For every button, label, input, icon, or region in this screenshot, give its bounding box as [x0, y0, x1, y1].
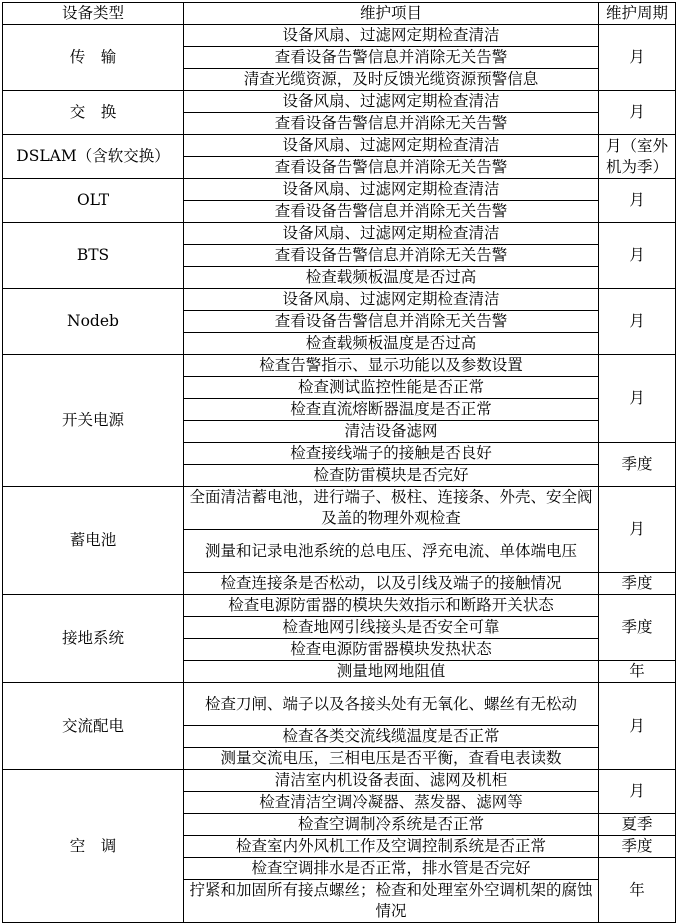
device-type-cell: 空 调 [3, 770, 184, 923]
period-cell: 月 [599, 683, 676, 770]
item-cell: 清洁设备滤网 [184, 421, 599, 443]
item-cell: 清洁室内机设备表面、滤网及机柜 [184, 770, 599, 792]
period-cell: 月 [599, 25, 676, 91]
table-row [3, 770, 676, 792]
item-cell: 全面清洁蓄电池，进行端子、极柱、连接条、外壳、安全阀及盖的物理外观检查 [184, 487, 599, 530]
table-row [3, 135, 676, 157]
item-cell: 查看设备告警信息并消除无关告警 [184, 245, 599, 267]
table-row [3, 683, 676, 726]
period-cell: 月 [599, 289, 676, 355]
device-type-cell: OLT [3, 179, 184, 223]
item-cell: 测量交流电压，三相电压是否平衡，查看电表读数 [184, 748, 599, 770]
table-row [3, 595, 676, 617]
table-row [3, 355, 676, 377]
item-cell: 检查接线端子的接触是否良好 [184, 443, 599, 465]
item-cell: 检查电源防雷器模块发热状态 [184, 639, 599, 661]
header-maintenance-item: 维护项目 [184, 3, 599, 25]
period-cell: 月 [599, 91, 676, 135]
item-cell: 测量和记录电池系统的总电压、浮充电流、单体端电压 [184, 530, 599, 573]
item-cell: 检查载频板温度是否过高 [184, 267, 599, 289]
table-header-row [3, 3, 676, 25]
item-cell: 检查空调制冷系统是否正常 [184, 814, 599, 836]
item-cell: 设备风扇、过滤网定期检查清洁 [184, 179, 599, 201]
item-cell: 设备风扇、过滤网定期检查清洁 [184, 223, 599, 245]
device-type-cell: DSLAM（含软交换） [3, 135, 184, 179]
period-cell: 月 [599, 179, 676, 223]
period-cell: 月（室外机为季） [599, 135, 676, 179]
item-cell: 设备风扇、过滤网定期检查清洁 [184, 91, 599, 113]
item-cell: 检查载频板温度是否过高 [184, 333, 599, 355]
period-cell: 夏季 [599, 814, 676, 836]
table-row [3, 179, 676, 201]
item-cell: 查看设备告警信息并消除无关告警 [184, 113, 599, 135]
device-type-cell: Nodeb [3, 289, 184, 355]
item-cell: 设备风扇、过滤网定期检查清洁 [184, 289, 599, 311]
device-type-cell: 蓄电池 [3, 487, 184, 595]
item-cell: 检查电源防雷器的模块失效指示和断路开关状态 [184, 595, 599, 617]
item-cell: 拧紧和加固所有接点螺丝；检查和处理室外空调机架的腐蚀情况 [184, 880, 599, 923]
header-maintenance-period: 维护周期 [599, 3, 676, 25]
table-row [3, 25, 676, 47]
item-cell: 检查刀闸、端子以及各接头处有无氧化、螺丝有无松动 [184, 683, 599, 726]
item-cell: 测量地网地阻值 [184, 661, 599, 683]
item-cell: 检查测试监控性能是否正常 [184, 377, 599, 399]
item-cell: 检查空调排水是否正常，排水管是否完好 [184, 858, 599, 880]
item-cell: 检查直流熔断器温度是否正常 [184, 399, 599, 421]
item-cell: 检查地网引线接头是否安全可靠 [184, 617, 599, 639]
maintenance-table [2, 2, 676, 923]
table-row [3, 487, 676, 530]
period-cell: 季度 [599, 836, 676, 858]
table-row [3, 289, 676, 311]
header-device-type: 设备类型 [3, 3, 184, 25]
item-cell: 检查连接条是否松动，以及引线及端子的接触情况 [184, 573, 599, 595]
device-type-cell: 传 输 [3, 25, 184, 91]
item-cell: 检查各类交流线缆温度是否正常 [184, 726, 599, 748]
table-row [3, 91, 676, 113]
device-type-cell: 交 换 [3, 91, 184, 135]
device-type-cell: 接地系统 [3, 595, 184, 683]
period-cell: 年 [599, 661, 676, 683]
period-cell: 月 [599, 487, 676, 573]
period-cell: 季度 [599, 595, 676, 661]
item-cell: 检查清洁空调冷凝器、蒸发器、滤网等 [184, 792, 599, 814]
item-cell: 设备风扇、过滤网定期检查清洁 [184, 25, 599, 47]
period-cell: 季度 [599, 443, 676, 487]
item-cell: 检查告警指示、显示功能以及参数设置 [184, 355, 599, 377]
device-type-cell: BTS [3, 223, 184, 289]
item-cell: 查看设备告警信息并消除无关告警 [184, 157, 599, 179]
period-cell: 月 [599, 770, 676, 814]
device-type-cell: 交流配电 [3, 683, 184, 770]
item-cell: 查看设备告警信息并消除无关告警 [184, 311, 599, 333]
item-cell: 检查室内外风机工作及空调控制系统是否正常 [184, 836, 599, 858]
period-cell: 月 [599, 355, 676, 443]
table-row [3, 223, 676, 245]
item-cell: 查看设备告警信息并消除无关告警 [184, 47, 599, 69]
item-cell: 查看设备告警信息并消除无关告警 [184, 201, 599, 223]
device-type-cell: 开关电源 [3, 355, 184, 487]
period-cell: 月 [599, 223, 676, 289]
item-cell: 设备风扇、过滤网定期检查清洁 [184, 135, 599, 157]
item-cell: 清查光缆资源，及时反馈光缆资源预警信息 [184, 69, 599, 91]
item-cell: 检查防雷模块是否完好 [184, 465, 599, 487]
period-cell: 年 [599, 858, 676, 923]
period-cell: 季度 [599, 573, 676, 595]
